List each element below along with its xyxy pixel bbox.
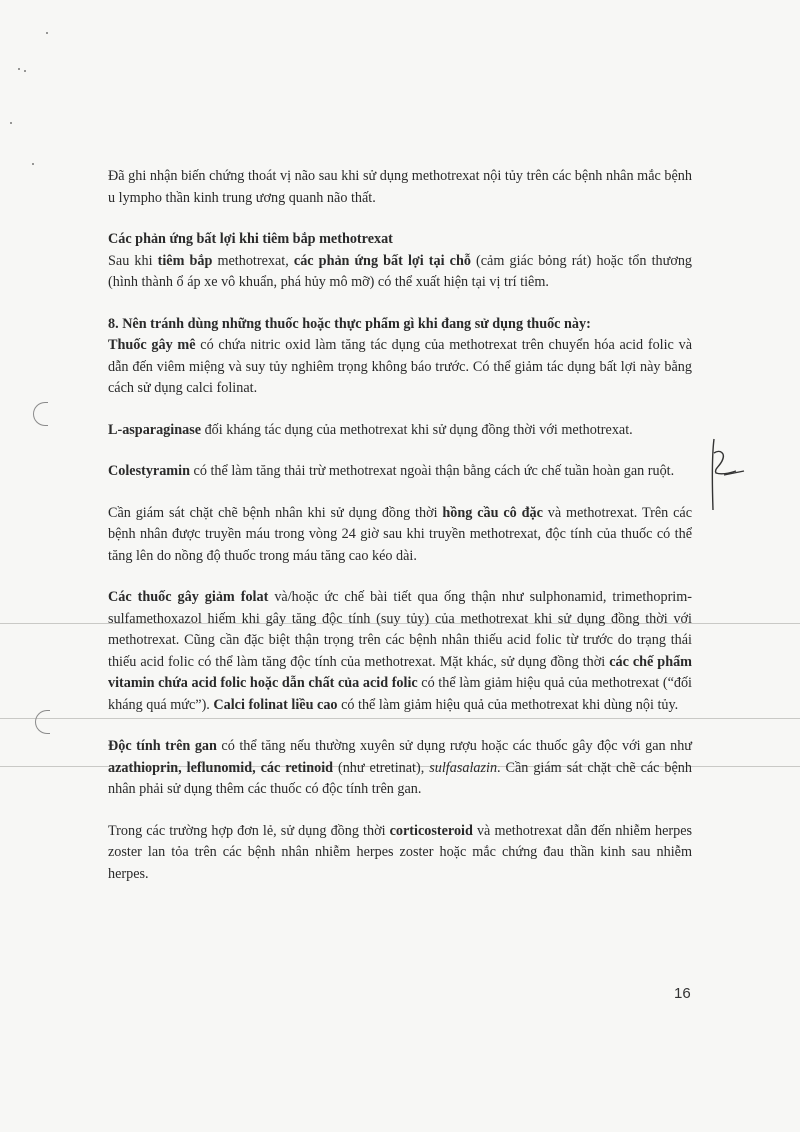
- punch-hole-lower: [35, 710, 50, 734]
- text-run: có thể làm tăng thải trừ methotrexat ngoài thận bằng cách ức chế tuần hoàn gan ruột.: [189, 463, 675, 479]
- handwritten-signature: [700, 435, 760, 515]
- scan-speck: [10, 122, 12, 124]
- text-run: đối kháng tác dụng của methotrexat khi sử dụng đồng thời với methotrexat.: [201, 421, 633, 438]
- text-run: hồng cầu cô đặc: [442, 504, 543, 521]
- text-run: có thể tăng nếu thường xuyên sử dụng rượu hoặc các thuốc gây độc với gan như: [216, 738, 692, 754]
- text-run: Cần giám sát chặt chẽ bệnh nhân khi sử dụng đồng thời: [108, 504, 443, 521]
- text-run: và methotrexat dẫn đến nhiễm herpes zoster lan tỏa trên các bệnh nhân nhiễm herpes zoster hoặc mắc chứng đau thần kinh sau nhiễm herpes.: [108, 822, 693, 882]
- page-number: 16: [674, 985, 691, 1002]
- paragraph-red-cells: [108, 503, 692, 568]
- section-heading-im-reactions: Các phản ứng bất lợi khi tiêm bắp methotrexat: [108, 231, 393, 247]
- document-body: [108, 166, 692, 885]
- text-run: (cảm giác bỏng rát) hoặc tổn thương (hình thành ổ áp xe vô khuẩn, phá hủy mô mỡ) có thể xuất hiện tại vị trí tiêm.: [108, 252, 693, 290]
- text-run: sulfasalazin: [429, 759, 498, 776]
- scan-speck: [46, 32, 48, 34]
- paragraph-hepatotoxicity: [108, 736, 692, 801]
- scan-speck: [18, 68, 20, 70]
- text-run: các chế phẩm vitamin chứa acid folic hoặc dẫn chất của acid folic: [108, 653, 693, 691]
- text-run: Thuốc gây mê: [108, 337, 196, 353]
- punch-hole-upper: [33, 402, 48, 426]
- text-run: corticosteroid: [389, 822, 473, 839]
- text-run: azathioprin, leflunomid, các retinoid: [108, 759, 334, 776]
- paragraph-corticosteroid: [108, 821, 692, 886]
- text-run: Các thuốc gây giảm folat: [108, 589, 269, 605]
- section-heading-interactions: 8. Nên tránh dùng những thuốc hoặc thực phẩm gì khi đang sử dụng thuốc này:: [108, 315, 591, 332]
- paragraph-im-reactions: [108, 251, 692, 294]
- paragraph-brain-herniation: [108, 166, 692, 209]
- text-run: L-asparaginase: [108, 421, 202, 438]
- paragraph-anesthetics: [108, 335, 692, 400]
- text-run: Calci folinat liều cao: [213, 696, 338, 713]
- text-run: có thể làm giảm hiệu quả của methotrexat (“đối kháng quá mức”).: [108, 675, 692, 713]
- text-run: có thể làm giảm hiệu quả của methotrexat khi dùng nội tủy.: [337, 696, 679, 713]
- text-run: Sau khi: [108, 252, 158, 269]
- text-run: Colestyramin: [108, 463, 190, 479]
- paragraph-colestyramin: [108, 461, 692, 483]
- text-run: các phản ứng bất lợi tại chỗ: [293, 252, 471, 269]
- text-run: có chứa nitric oxid làm tăng tác dụng của methotrexat trên chuyển hóa acid folic và dẫn đến viêm miệng và suy tủy nghiêm trọng không báo trước. Có thể giảm tác dụng bất lợi này bằng cách sử dụng calci folinat.: [108, 337, 692, 396]
- text-run: (như etretinat),: [333, 759, 430, 776]
- text-run: Trong các trường hợp đơn lẻ, sử dụng đồng thời: [108, 822, 390, 839]
- text-run: tiêm bắp: [157, 252, 213, 269]
- text-run: . Cần giám sát chặt chẽ các bệnh nhân phải sử dụng thêm các thuốc có độc tính trên gan.: [108, 759, 692, 797]
- text-run: và/hoặc ức chế bài tiết qua ống thận như sulphonamid, trimethoprim-sulfamethoxazol hiếm khi gây tăng độc tính (suy tủy) của methotrexat khi sử dụng đồng thời với methotrexat. Cũng cần đặc biệt thận trọng trên các bệnh nhân thiếu acid folic từ trước do trạng thái thiếu acid folic có thể làm tăng độc tính của methotrexat. Mặt khác, sử dụng đồng thời: [108, 589, 693, 670]
- paragraph-asparaginase: [108, 420, 692, 442]
- text-run: Đã ghi nhận biến chứng thoát vị não sau khi sử dụng methotrexat nội tủy trên các bệnh nhân mắc bệnh u lympho thần kinh trung ương quanh não thất.: [108, 168, 692, 206]
- text-run: và methotrexat. Trên các bệnh nhân được truyền máu trong vòng 24 giờ sau khi truyền methotrexat, độc tính của thuốc có thể tăng lên do nồng độ thuốc trong máu tăng cao kéo dài.: [108, 504, 692, 564]
- text-run: Độc tính trên gan: [108, 738, 217, 754]
- scan-speck: [24, 70, 26, 72]
- paragraph-folate-drugs: [108, 587, 692, 716]
- scan-speck: [32, 163, 34, 165]
- text-run: methotrexat,: [212, 252, 294, 269]
